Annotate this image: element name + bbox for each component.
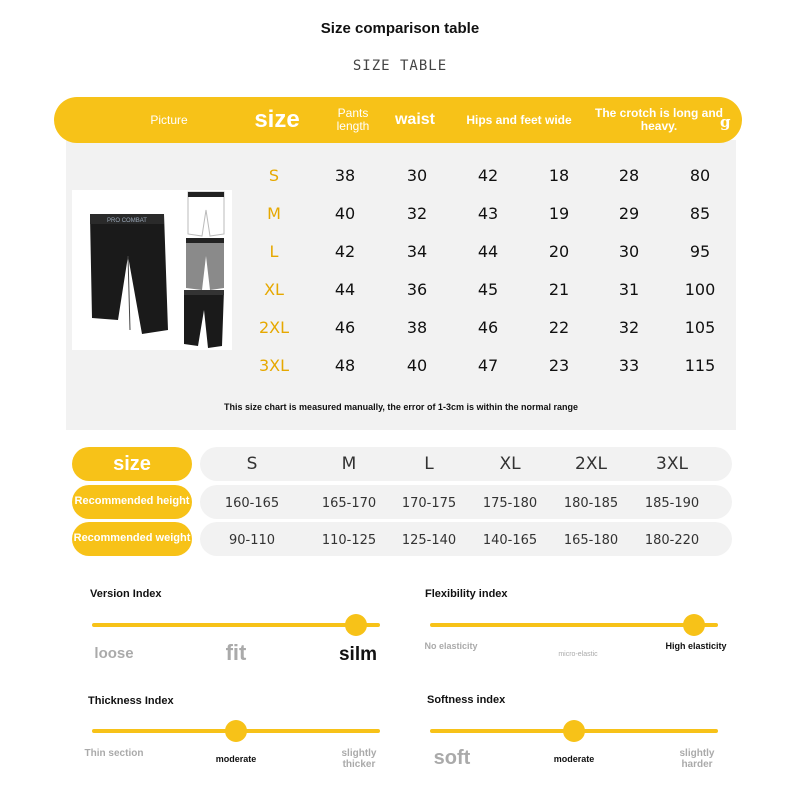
recommend-size-cell: 3XL: [656, 454, 688, 474]
cell-value: 95: [689, 242, 711, 261]
header-pants-length: Pants length: [336, 106, 370, 133]
cell-hips: 45: [477, 280, 499, 299]
version-label-loose: loose: [94, 645, 134, 662]
recommend-size-label: size: [72, 447, 192, 481]
recommend-height-cell: 160-165: [224, 496, 280, 511]
cell-pants-length: 42: [334, 242, 356, 261]
cell-feet-width: 21: [548, 280, 570, 299]
flexibility-label-high: High elasticity: [665, 641, 727, 651]
header-hips: Hips and feet wide: [466, 112, 572, 127]
cell-feet-width: 20: [548, 242, 570, 261]
cell-hips: 42: [477, 166, 499, 185]
cell-size: 2XL: [258, 318, 290, 337]
softness-index-title: Softness index: [427, 694, 506, 706]
cell-waist: 30: [406, 166, 428, 185]
recommend-size-cell: L: [424, 454, 434, 474]
cell-hips: 46: [477, 318, 499, 337]
recommend-size-cell: XL: [499, 454, 521, 474]
size-table-header: [54, 97, 742, 143]
cell-waist: 38: [406, 318, 428, 337]
cell-feet-width: 18: [548, 166, 570, 185]
cell-crotch: 28: [618, 166, 640, 185]
cell-size: L: [269, 242, 279, 261]
flexibility-index-track: [430, 623, 718, 627]
product-picture: [72, 190, 232, 350]
recommend-height-cell: 165-170: [321, 496, 377, 511]
cell-pants-length: 44: [334, 280, 356, 299]
cell-feet-width: 23: [548, 356, 570, 375]
cell-size: 3XL: [258, 356, 290, 375]
softness-label-moderate: moderate: [553, 754, 595, 764]
cell-waist: 36: [406, 280, 428, 299]
header-picture: Picture: [150, 112, 188, 127]
recommend-height-cell: 185-190: [644, 496, 700, 511]
cell-value: 105: [684, 318, 716, 337]
recommend-size-cell: 2XL: [575, 454, 607, 474]
brand-logo-icon: g: [720, 113, 731, 131]
recommend-weight-cell: 90-110: [228, 533, 276, 548]
cell-feet-width: 19: [548, 204, 570, 223]
cell-crotch: 30: [618, 242, 640, 261]
flexibility-index-title: Flexibility index: [425, 588, 508, 600]
recommend-weight-cell: 165-180: [563, 533, 619, 548]
size-note: This size chart is measured manually, the error of 1-3cm is within the normal range: [224, 402, 578, 412]
softness-label-harder: slightly harder: [679, 748, 715, 770]
cell-crotch: 31: [618, 280, 640, 299]
cell-pants-length: 40: [334, 204, 356, 223]
recommend-height-label: Recommended height: [72, 485, 192, 519]
cell-value: 100: [684, 280, 716, 299]
cell-crotch: 32: [618, 318, 640, 337]
recommend-weight-cell: 110-125: [321, 533, 377, 548]
flexibility-index-knob: [683, 614, 705, 636]
thickness-label-thicker: slightly thicker: [341, 748, 377, 770]
recommend-height-cell: 170-175: [401, 496, 457, 511]
flexibility-label-micro: micro-elastic: [558, 651, 598, 658]
version-index-track: [92, 623, 380, 627]
cell-pants-length: 46: [334, 318, 356, 337]
flexibility-label-none: No elasticity: [424, 641, 478, 651]
cell-hips: 47: [477, 356, 499, 375]
page-subtitle: SIZE TABLE: [352, 58, 448, 74]
cell-feet-width: 22: [548, 318, 570, 337]
cell-value: 115: [684, 356, 716, 375]
cell-waist: 34: [406, 242, 428, 261]
cell-value: 80: [689, 166, 711, 185]
thickness-label-moderate: moderate: [215, 754, 257, 764]
thickness-index-title: Thickness Index: [88, 695, 174, 707]
header-crotch: The crotch is long and heavy.: [594, 106, 723, 133]
cell-size: S: [268, 166, 280, 185]
recommend-weight-cell: 180-220: [644, 533, 700, 548]
cell-waist: 32: [406, 204, 428, 223]
thickness-label-thin: Thin section: [84, 748, 144, 759]
recommend-weight-label: Recommended weight: [72, 522, 192, 556]
cell-value: 85: [689, 204, 711, 223]
softness-label-soft: soft: [433, 747, 471, 769]
recommend-size-cell: S: [246, 454, 258, 474]
header-waist: waist: [394, 110, 435, 128]
thickness-index-knob: [225, 720, 247, 742]
cell-crotch: 33: [618, 356, 640, 375]
page-title: Size comparison table: [320, 20, 480, 37]
cell-hips: 43: [477, 204, 499, 223]
recommend-height-cell: 175-180: [482, 496, 538, 511]
recommend-weight-cell: 125-140: [401, 533, 457, 548]
recommend-height-cell: 180-185: [563, 496, 619, 511]
cell-pants-length: 38: [334, 166, 356, 185]
cell-hips: 44: [477, 242, 499, 261]
recommend-weight-cell: 140-165: [482, 533, 538, 548]
cell-size: M: [267, 204, 281, 223]
cell-size: XL: [264, 280, 284, 299]
cell-crotch: 29: [618, 204, 640, 223]
shorts-illustration: [72, 190, 232, 350]
recommend-size-cell: M: [341, 454, 357, 474]
version-index-title: Version Index: [90, 588, 162, 600]
softness-index-knob: [563, 720, 585, 742]
version-label-fit: fit: [225, 640, 247, 665]
version-label-silm: silm: [338, 644, 378, 665]
header-size: size: [254, 106, 300, 134]
cell-pants-length: 48: [334, 356, 356, 375]
cell-waist: 40: [406, 356, 428, 375]
version-index-knob: [345, 614, 367, 636]
waistband-text: PRO COMBAT: [107, 218, 147, 224]
